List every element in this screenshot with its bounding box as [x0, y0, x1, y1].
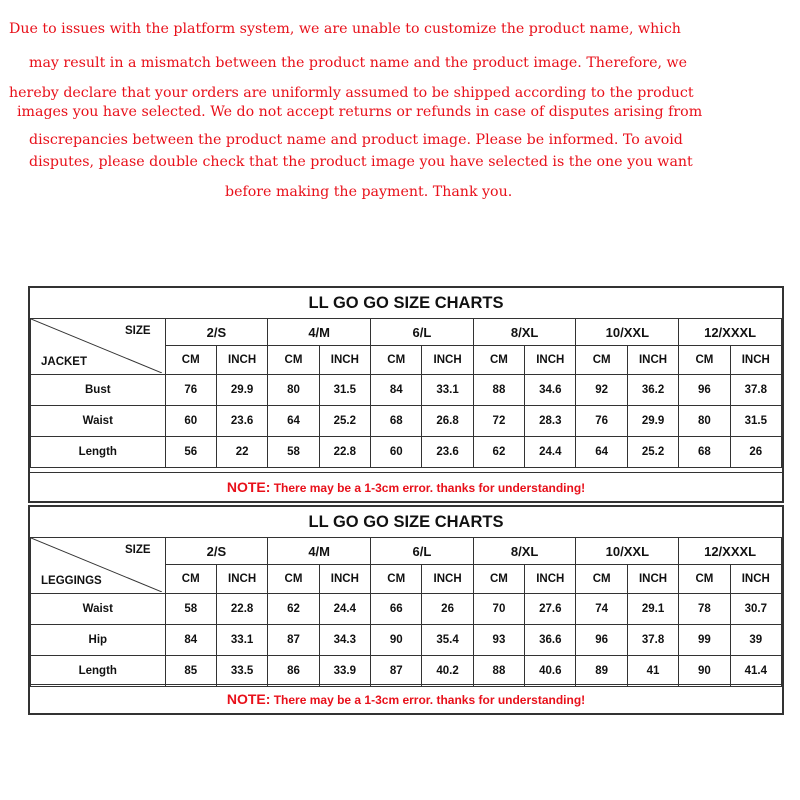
table-cell: 26.8 [422, 406, 473, 437]
table-cell: 22 [216, 437, 267, 468]
size-header: 12/XXXL [679, 319, 782, 346]
unit-header: INCH [422, 346, 473, 375]
table-cell: 93 [473, 625, 524, 656]
table-cell: 90 [679, 656, 730, 687]
disclaimer-line-7: before making the payment. Thank you. [225, 184, 513, 200]
table-cell: 36.6 [525, 625, 576, 656]
unit-header: INCH [730, 346, 781, 375]
table-cell: 31.5 [319, 375, 370, 406]
table-cell: 84 [371, 375, 422, 406]
size-axis-label: SIZE [125, 325, 151, 337]
table-cell: 29.9 [216, 375, 267, 406]
unit-header: INCH [525, 565, 576, 594]
table-cell: 29.1 [627, 594, 678, 625]
note-label: NOTE: [226, 479, 271, 495]
table-cell: 70 [473, 594, 524, 625]
disclaimer-line-1: Due to issues with the platform system, we are unable to customize the product name, which [9, 21, 681, 37]
disclaimer-notice [0, 0, 800, 220]
disclaimer-line-3: hereby declare that your orders are uniformly assumed to be shipped according to the product [9, 85, 694, 101]
table-cell: 78 [679, 594, 730, 625]
unit-header: CM [371, 565, 422, 594]
table-cell: 22.8 [319, 437, 370, 468]
note-text: There may be a 1-3cm error. thanks for understanding! [270, 481, 586, 495]
table-cell: 80 [679, 406, 730, 437]
size-header: 6/L [371, 538, 474, 565]
disclaimer-line-4: images you have selected. We do not accept returns or refunds in case of disputes arising from [17, 104, 703, 120]
disclaimer-line-5: discrepancies between the product name and product image. Please be informed. To avoid [29, 132, 683, 148]
table-cell: 30.7 [730, 594, 781, 625]
table-cell: 85 [165, 656, 216, 687]
size-header: 10/XXL [576, 319, 679, 346]
unit-header: CM [268, 565, 319, 594]
table-cell: 56 [165, 437, 216, 468]
table-cell: 36.2 [627, 375, 678, 406]
size-header: 12/XXXL [679, 538, 782, 565]
size-header: 4/M [268, 538, 371, 565]
table-cell: 26 [422, 594, 473, 625]
table-cell: 80 [268, 375, 319, 406]
table-cell: 31.5 [730, 406, 781, 437]
table-cell: 87 [371, 656, 422, 687]
unit-header: CM [165, 346, 216, 375]
table-cell: 33.5 [216, 656, 267, 687]
table-cell: 60 [165, 406, 216, 437]
table-cell: 84 [165, 625, 216, 656]
table-cell: 87 [268, 625, 319, 656]
table-cell: 60 [371, 437, 422, 468]
unit-header: INCH [627, 565, 678, 594]
unit-header: CM [473, 565, 524, 594]
unit-header: CM [576, 565, 627, 594]
table-cell: 37.8 [627, 625, 678, 656]
table-cell: 34.3 [319, 625, 370, 656]
unit-header: INCH [319, 346, 370, 375]
unit-header: INCH [730, 565, 781, 594]
table-row [31, 594, 782, 625]
unit-header: CM [165, 565, 216, 594]
table-corner-header [31, 319, 166, 375]
table-cell: 92 [576, 375, 627, 406]
size-header: 8/XL [473, 538, 576, 565]
table-cell: 41 [627, 656, 678, 687]
table-cell: 62 [268, 594, 319, 625]
measurement-name: Waist [31, 594, 166, 625]
unit-header: INCH [525, 346, 576, 375]
table-row [31, 375, 782, 406]
unit-header: INCH [422, 565, 473, 594]
table-cell: 37.8 [730, 375, 781, 406]
error-note [30, 684, 782, 713]
measurement-name: Length [31, 656, 166, 687]
table-cell: 58 [165, 594, 216, 625]
unit-header: INCH [216, 346, 267, 375]
jacket-size-chart [28, 286, 784, 503]
table-cell: 40.2 [422, 656, 473, 687]
unit-header: CM [679, 346, 730, 375]
table-row [31, 656, 782, 687]
size-header: 4/M [268, 319, 371, 346]
table-corner-header [31, 538, 166, 594]
table-cell: 76 [165, 375, 216, 406]
size-header: 6/L [371, 319, 474, 346]
note-label: NOTE: [226, 691, 271, 707]
measurement-name: Bust [31, 375, 166, 406]
table-cell: 24.4 [525, 437, 576, 468]
table-cell: 96 [576, 625, 627, 656]
error-note [30, 472, 782, 501]
garment-label: JACKET [41, 356, 88, 368]
table-row [31, 406, 782, 437]
table-cell: 58 [268, 437, 319, 468]
leggings-size-table [30, 537, 782, 687]
size-header: 2/S [165, 319, 268, 346]
table-cell: 34.6 [525, 375, 576, 406]
table-cell: 22.8 [216, 594, 267, 625]
table-cell: 96 [679, 375, 730, 406]
size-header: 2/S [165, 538, 268, 565]
table-cell: 88 [473, 375, 524, 406]
size-header: 10/XXL [576, 538, 679, 565]
table-cell: 89 [576, 656, 627, 687]
table-cell: 76 [576, 406, 627, 437]
measurement-name: Length [31, 437, 166, 468]
table-cell: 39 [730, 625, 781, 656]
table-cell: 24.4 [319, 594, 370, 625]
table-cell: 64 [268, 406, 319, 437]
jacket-size-table [30, 318, 782, 468]
table-cell: 26 [730, 437, 781, 468]
table-cell: 90 [371, 625, 422, 656]
size-axis-label: SIZE [125, 544, 151, 556]
table-cell: 40.6 [525, 656, 576, 687]
note-text: There may be a 1-3cm error. thanks for understanding! [270, 693, 586, 707]
table-cell: 28.3 [525, 406, 576, 437]
table-cell: 66 [371, 594, 422, 625]
chart-title: LL GO GO SIZE CHARTS [30, 507, 782, 538]
unit-header: CM [679, 565, 730, 594]
table-cell: 33.9 [319, 656, 370, 687]
table-cell: 72 [473, 406, 524, 437]
unit-header: INCH [216, 565, 267, 594]
measurement-name: Waist [31, 406, 166, 437]
table-cell: 29.9 [627, 406, 678, 437]
measurement-name: Hip [31, 625, 166, 656]
disclaimer-line-2: may result in a mismatch between the product name and the product image. Therefore, we [29, 55, 688, 71]
disclaimer-line-6: disputes, please double check that the product image you have selected is the one you want [29, 154, 693, 170]
table-cell: 64 [576, 437, 627, 468]
table-cell: 33.1 [422, 375, 473, 406]
table-cell: 68 [679, 437, 730, 468]
table-cell: 25.2 [319, 406, 370, 437]
table-cell: 35.4 [422, 625, 473, 656]
table-row [31, 437, 782, 468]
table-cell: 88 [473, 656, 524, 687]
unit-header: INCH [319, 565, 370, 594]
table-row [31, 625, 782, 656]
unit-header: INCH [627, 346, 678, 375]
size-header: 8/XL [473, 319, 576, 346]
table-cell: 74 [576, 594, 627, 625]
table-cell: 99 [679, 625, 730, 656]
table-cell: 33.1 [216, 625, 267, 656]
unit-header: CM [576, 346, 627, 375]
table-cell: 86 [268, 656, 319, 687]
chart-title: LL GO GO SIZE CHARTS [30, 288, 782, 319]
table-cell: 68 [371, 406, 422, 437]
table-cell: 62 [473, 437, 524, 468]
table-cell: 23.6 [216, 406, 267, 437]
table-cell: 25.2 [627, 437, 678, 468]
table-cell: 23.6 [422, 437, 473, 468]
unit-header: CM [473, 346, 524, 375]
unit-header: CM [268, 346, 319, 375]
leggings-size-chart [28, 505, 784, 715]
garment-label: LEGGINGS [41, 575, 102, 587]
unit-header: CM [371, 346, 422, 375]
table-cell: 27.6 [525, 594, 576, 625]
table-cell: 41.4 [730, 656, 781, 687]
